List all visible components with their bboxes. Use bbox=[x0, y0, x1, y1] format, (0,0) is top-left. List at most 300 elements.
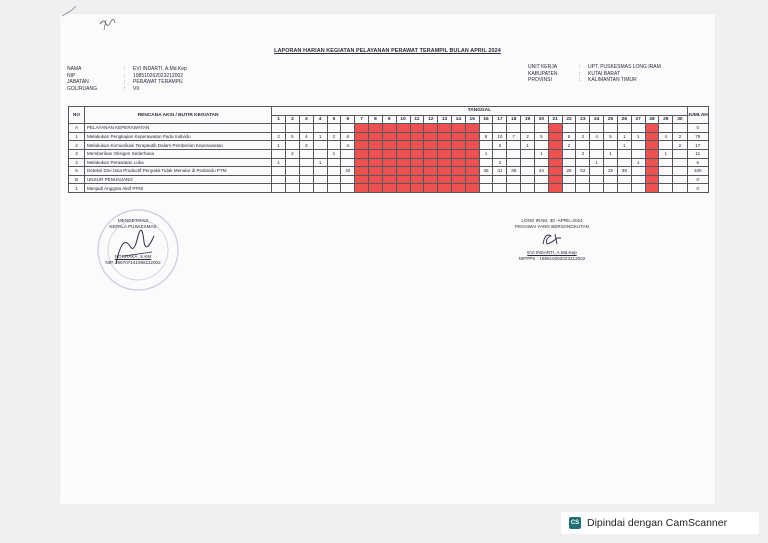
day-cell bbox=[521, 124, 535, 133]
day-cell bbox=[617, 149, 631, 158]
day-cell bbox=[396, 184, 410, 193]
day-cell bbox=[299, 184, 313, 193]
day-cell bbox=[382, 124, 396, 133]
day-cell bbox=[493, 175, 507, 184]
day-header: 15 bbox=[465, 115, 479, 124]
day-cell bbox=[396, 158, 410, 167]
day-cell bbox=[299, 158, 313, 167]
day-cell bbox=[382, 175, 396, 184]
day-cell bbox=[548, 184, 562, 193]
day-cell bbox=[327, 141, 341, 150]
day-cell bbox=[313, 141, 327, 150]
day-header: 12 bbox=[424, 115, 438, 124]
colon: : bbox=[124, 72, 126, 79]
day-cell bbox=[548, 132, 562, 141]
day-cell: 4 bbox=[659, 132, 673, 141]
day-header: 22 bbox=[562, 115, 576, 124]
day-cell bbox=[382, 141, 396, 150]
day-cell bbox=[645, 141, 659, 150]
colon: : bbox=[124, 66, 126, 72]
unit-info-value: KUTAI BARAT bbox=[588, 70, 621, 77]
day-cell bbox=[604, 184, 618, 193]
activity-table bbox=[68, 106, 709, 193]
day-cell bbox=[631, 184, 645, 193]
day-cell bbox=[382, 149, 396, 158]
day-cell: 2 bbox=[327, 132, 341, 141]
camscanner-watermark bbox=[561, 512, 759, 534]
day-header: 19 bbox=[521, 115, 535, 124]
day-cell bbox=[272, 175, 286, 184]
camscanner-text: Dipindai dengan CamScanner bbox=[587, 517, 728, 529]
day-cell bbox=[645, 175, 659, 184]
sign-right-line1: LONG IRAM, 30 -APRIL-2024 bbox=[521, 218, 583, 223]
day-header: 7 bbox=[355, 115, 369, 124]
day-cell: 5 bbox=[534, 132, 548, 141]
day-cell bbox=[673, 184, 687, 193]
employee-info-value: EVI INDARTI, A.Md.Kep bbox=[133, 66, 187, 72]
day-cell bbox=[451, 124, 465, 133]
colon: : bbox=[579, 70, 581, 77]
day-cell bbox=[382, 132, 396, 141]
signature-image bbox=[537, 230, 567, 248]
row-total: 340 bbox=[687, 167, 708, 176]
day-header: 13 bbox=[438, 115, 452, 124]
sign-right-nip: NIPPPK : 198510262023212002 bbox=[518, 256, 586, 261]
row-number: 2 bbox=[69, 141, 85, 150]
day-cell: 5 bbox=[604, 132, 618, 141]
day-cell bbox=[604, 175, 618, 184]
day-cell bbox=[507, 149, 521, 158]
day-header: 1 bbox=[272, 115, 286, 124]
day-cell: 3 bbox=[493, 141, 507, 150]
day-cell bbox=[479, 184, 493, 193]
camscanner-logo-icon: CS bbox=[569, 517, 581, 529]
day-cell bbox=[562, 175, 576, 184]
row-number: 4 bbox=[69, 158, 85, 167]
day-cell bbox=[465, 158, 479, 167]
employee-info bbox=[67, 66, 187, 92]
table-row bbox=[69, 167, 709, 176]
section-row bbox=[69, 175, 709, 184]
day-cell bbox=[548, 141, 562, 150]
employee-info-value: PERAWAT TERAMPIL bbox=[133, 79, 184, 86]
row-number: 3 bbox=[69, 149, 85, 158]
day-cell bbox=[396, 175, 410, 184]
day-cell: 38 bbox=[617, 167, 631, 176]
employee-info-label: GOL/RUANG bbox=[67, 85, 98, 92]
day-cell bbox=[631, 167, 645, 176]
day-cell: 1 bbox=[617, 141, 631, 150]
unit-info-row bbox=[528, 77, 661, 84]
day-cell bbox=[286, 184, 300, 193]
day-cell bbox=[521, 158, 535, 167]
day-cell bbox=[465, 167, 479, 176]
sign-left-name: NORHAKA, S.KM bbox=[114, 254, 152, 259]
day-cell bbox=[479, 124, 493, 133]
day-cell bbox=[645, 184, 659, 193]
day-cell bbox=[590, 175, 604, 184]
day-cell: 3 bbox=[299, 141, 313, 150]
day-cell bbox=[327, 124, 341, 133]
colon: : bbox=[124, 79, 126, 86]
employee-info-row bbox=[67, 79, 187, 86]
day-cell bbox=[645, 124, 659, 133]
day-header: 25 bbox=[604, 115, 618, 124]
handwritten-mark-image bbox=[60, 2, 130, 36]
day-cell bbox=[438, 175, 452, 184]
day-cell: 2 bbox=[272, 132, 286, 141]
day-cell bbox=[313, 175, 327, 184]
day-cell bbox=[286, 158, 300, 167]
day-cell bbox=[355, 149, 369, 158]
day-cell bbox=[451, 167, 465, 176]
day-cell bbox=[369, 158, 383, 167]
day-cell bbox=[396, 167, 410, 176]
day-cell bbox=[590, 124, 604, 133]
day-cell bbox=[479, 141, 493, 150]
day-cell bbox=[382, 184, 396, 193]
day-cell bbox=[272, 149, 286, 158]
day-cell bbox=[534, 184, 548, 193]
day-cell: 8 bbox=[562, 132, 576, 141]
activity-label: Melakukan Pengkajian Keperawatan Pada Individu bbox=[84, 132, 271, 141]
day-cell bbox=[562, 158, 576, 167]
day-cell bbox=[617, 175, 631, 184]
section-label: UNSUR PENUNJANG bbox=[84, 175, 271, 184]
day-cell bbox=[521, 149, 535, 158]
day-cell bbox=[465, 141, 479, 150]
day-cell bbox=[534, 141, 548, 150]
day-cell: 10 bbox=[493, 132, 507, 141]
day-cell bbox=[327, 158, 341, 167]
employee-info-label: JABATAN bbox=[67, 79, 89, 86]
day-cell bbox=[424, 124, 438, 133]
row-total: 11 bbox=[687, 149, 708, 158]
day-header: 26 bbox=[617, 115, 631, 124]
day-cell bbox=[382, 167, 396, 176]
day-cell bbox=[645, 158, 659, 167]
day-cell bbox=[327, 167, 341, 176]
day-cell bbox=[341, 158, 355, 167]
day-cell bbox=[410, 149, 424, 158]
day-cell bbox=[493, 124, 507, 133]
day-cell bbox=[396, 124, 410, 133]
activity-label: Memberikan Oksigen Sederhana bbox=[84, 149, 271, 158]
day-cell bbox=[424, 149, 438, 158]
day-cell bbox=[355, 184, 369, 193]
table-row bbox=[69, 149, 709, 158]
day-cell: 2 bbox=[673, 132, 687, 141]
day-header: 11 bbox=[410, 115, 424, 124]
employee-info-value: VII bbox=[133, 85, 140, 92]
day-cell bbox=[562, 184, 576, 193]
day-cell bbox=[369, 175, 383, 184]
employee-info-row bbox=[67, 73, 187, 80]
day-cell bbox=[562, 149, 576, 158]
header-activity: RENCANA AKSI / BUTIR KEGIATAN bbox=[84, 107, 271, 124]
day-cell bbox=[576, 175, 590, 184]
day-cell: 8 bbox=[479, 132, 493, 141]
day-cell: 25 bbox=[604, 167, 618, 176]
day-header: 8 bbox=[369, 115, 383, 124]
unit-info-row bbox=[528, 64, 661, 71]
day-cell bbox=[355, 158, 369, 167]
day-cell bbox=[369, 149, 383, 158]
day-cell bbox=[438, 167, 452, 176]
unit-info bbox=[528, 64, 661, 84]
day-header: 18 bbox=[507, 115, 521, 124]
day-cell: 1 bbox=[659, 149, 673, 158]
day-cell bbox=[286, 175, 300, 184]
day-cell bbox=[382, 158, 396, 167]
day-cell bbox=[617, 184, 631, 193]
day-cell: 1 bbox=[617, 132, 631, 141]
day-cell bbox=[604, 141, 618, 150]
day-cell bbox=[313, 184, 327, 193]
day-header: 23 bbox=[576, 115, 590, 124]
day-cell bbox=[369, 132, 383, 141]
day-cell bbox=[410, 141, 424, 150]
day-header: 4 bbox=[313, 115, 327, 124]
day-cell bbox=[659, 175, 673, 184]
day-cell: 2 bbox=[673, 141, 687, 150]
day-cell bbox=[396, 132, 410, 141]
day-cell bbox=[534, 175, 548, 184]
day-cell bbox=[424, 132, 438, 141]
day-cell bbox=[493, 184, 507, 193]
day-cell bbox=[424, 167, 438, 176]
header-total: JUMLAH bbox=[687, 107, 708, 124]
day-cell bbox=[576, 158, 590, 167]
day-cell bbox=[521, 175, 535, 184]
row-total: 0 bbox=[687, 175, 708, 184]
employee-info-value: 198510262023212002 bbox=[133, 72, 184, 79]
day-cell: 7 bbox=[507, 132, 521, 141]
day-header: 9 bbox=[382, 115, 396, 124]
day-cell bbox=[438, 124, 452, 133]
sign-left-line1: MENGETAHUI bbox=[117, 218, 149, 223]
day-cell bbox=[369, 124, 383, 133]
sign-left-line2: KEPALA PUSKESMAS bbox=[109, 224, 157, 229]
unit-info-label: PROVINSI bbox=[528, 77, 552, 84]
day-cell bbox=[576, 124, 590, 133]
day-cell bbox=[507, 184, 521, 193]
unit-info-row bbox=[528, 71, 661, 78]
day-cell: 2 bbox=[562, 141, 576, 150]
sign-right-line2: PEGAWAI YANG BERSANGKUTAN bbox=[515, 224, 589, 229]
unit-info-label: UNIT KERJA bbox=[528, 64, 558, 70]
day-cell bbox=[341, 124, 355, 133]
day-cell bbox=[645, 149, 659, 158]
day-cell bbox=[438, 132, 452, 141]
day-cell bbox=[590, 184, 604, 193]
day-cell bbox=[645, 132, 659, 141]
day-cell: 1 bbox=[604, 149, 618, 158]
signature-left bbox=[78, 218, 188, 266]
day-cell bbox=[548, 158, 562, 167]
row-number: 5 bbox=[69, 167, 85, 176]
day-cell bbox=[410, 124, 424, 133]
day-cell bbox=[548, 175, 562, 184]
sign-right-name: EVI INDARTI, A.Md.Kep bbox=[527, 250, 577, 255]
day-cell bbox=[451, 132, 465, 141]
day-header: 6 bbox=[341, 115, 355, 124]
day-cell: 2 bbox=[576, 132, 590, 141]
day-cell bbox=[659, 124, 673, 133]
day-cell bbox=[631, 149, 645, 158]
day-cell bbox=[479, 158, 493, 167]
day-cell bbox=[659, 141, 673, 150]
day-cell bbox=[438, 158, 452, 167]
day-cell: 1 bbox=[313, 132, 327, 141]
day-cell: 40 bbox=[341, 167, 355, 176]
day-cell bbox=[534, 124, 548, 133]
day-cell: 1 bbox=[631, 132, 645, 141]
day-cell: 44 bbox=[534, 167, 548, 176]
day-cell: 1 bbox=[534, 149, 548, 158]
day-cell bbox=[355, 141, 369, 150]
section-label: PELAYANAN KEPERAWATAN bbox=[84, 124, 271, 133]
day-cell bbox=[465, 175, 479, 184]
day-cell bbox=[341, 184, 355, 193]
section-letter: A bbox=[69, 124, 85, 133]
unit-info-value: KALIMANTAN TIMUR bbox=[588, 77, 637, 84]
row-number: 1 bbox=[69, 184, 85, 193]
day-cell bbox=[424, 141, 438, 150]
day-cell bbox=[369, 167, 383, 176]
section-letter: B bbox=[69, 175, 85, 184]
day-cell bbox=[659, 184, 673, 193]
signature-right bbox=[492, 218, 612, 262]
day-cell bbox=[604, 158, 618, 167]
day-cell bbox=[673, 175, 687, 184]
day-cell bbox=[272, 167, 286, 176]
day-cell bbox=[534, 158, 548, 167]
day-cell bbox=[673, 158, 687, 167]
colon: : bbox=[124, 85, 126, 92]
sign-left-nip: NIP. 196707141988112002 bbox=[105, 260, 161, 265]
day-cell bbox=[410, 184, 424, 193]
day-header: 24 bbox=[590, 115, 604, 124]
day-cell bbox=[673, 149, 687, 158]
day-cell: 4 bbox=[299, 132, 313, 141]
day-cell bbox=[590, 141, 604, 150]
day-cell bbox=[410, 158, 424, 167]
day-cell: 2 bbox=[493, 158, 507, 167]
day-cell bbox=[465, 184, 479, 193]
day-header: 29 bbox=[659, 115, 673, 124]
day-cell bbox=[548, 149, 562, 158]
day-cell: 2 bbox=[286, 149, 300, 158]
day-cell bbox=[631, 175, 645, 184]
unit-info-value: UPT. PUSKESMAS LONG IRAM bbox=[588, 64, 661, 70]
day-header: 16 bbox=[479, 115, 493, 124]
day-cell bbox=[272, 124, 286, 133]
day-cell: 1 bbox=[521, 141, 535, 150]
day-cell bbox=[313, 167, 327, 176]
day-cell: 35 bbox=[479, 167, 493, 176]
day-header: 2 bbox=[286, 115, 300, 124]
activity-label: Deteksi Dini Usia Productif Penyakit Tidak Menular di Posbindu PTM bbox=[84, 167, 271, 176]
day-cell bbox=[451, 158, 465, 167]
employee-info-row bbox=[67, 66, 187, 73]
activity-label: Melakukan Komunikasi Terapeutik Dalam Pemberian Keperawatan bbox=[84, 141, 271, 150]
day-cell bbox=[617, 158, 631, 167]
day-cell bbox=[299, 175, 313, 184]
unit-info-label: KABUPATEN bbox=[528, 70, 558, 77]
row-number: 1 bbox=[69, 132, 85, 141]
day-cell bbox=[313, 149, 327, 158]
day-cell bbox=[659, 167, 673, 176]
report-title: LAPORAN HARIAN KEGIATAN PELAYANAN PERAWAT TERAMPIL BULAN APRIL 2024 bbox=[274, 48, 501, 54]
day-header: 30 bbox=[673, 115, 687, 124]
day-cell bbox=[548, 167, 562, 176]
employee-info-label: NIP bbox=[67, 72, 76, 79]
day-cell bbox=[286, 167, 300, 176]
row-total: 79 bbox=[687, 132, 708, 141]
day-cell bbox=[479, 175, 493, 184]
table-row bbox=[69, 184, 709, 193]
table-row bbox=[69, 141, 709, 150]
day-cell bbox=[521, 184, 535, 193]
day-cell bbox=[465, 149, 479, 158]
day-header: 27 bbox=[631, 115, 645, 124]
day-cell bbox=[355, 175, 369, 184]
header-date: TANGGAL bbox=[272, 107, 687, 116]
day-cell bbox=[465, 132, 479, 141]
table-row bbox=[69, 158, 709, 167]
day-cell bbox=[548, 124, 562, 133]
day-cell bbox=[604, 124, 618, 133]
day-header: 20 bbox=[534, 115, 548, 124]
day-cell bbox=[424, 158, 438, 167]
day-cell: 1 bbox=[272, 158, 286, 167]
day-cell: 1 bbox=[272, 141, 286, 150]
day-cell bbox=[424, 184, 438, 193]
row-total: 17 bbox=[687, 141, 708, 150]
day-cell bbox=[355, 132, 369, 141]
day-cell bbox=[590, 167, 604, 176]
day-cell bbox=[451, 149, 465, 158]
day-header: 14 bbox=[451, 115, 465, 124]
day-cell bbox=[562, 124, 576, 133]
employee-info-label: NAMA bbox=[67, 66, 82, 72]
day-cell bbox=[451, 175, 465, 184]
day-cell bbox=[631, 141, 645, 150]
day-cell bbox=[341, 149, 355, 158]
day-cell bbox=[299, 149, 313, 158]
day-cell: 1 bbox=[631, 158, 645, 167]
table-row bbox=[69, 132, 709, 141]
day-cell bbox=[507, 124, 521, 133]
day-header: 21 bbox=[548, 115, 562, 124]
day-cell bbox=[673, 124, 687, 133]
day-cell bbox=[673, 167, 687, 176]
day-cell: 6 bbox=[341, 132, 355, 141]
day-cell: 5 bbox=[286, 132, 300, 141]
day-cell bbox=[659, 158, 673, 167]
day-header: 3 bbox=[299, 115, 313, 124]
day-cell: 1 bbox=[327, 149, 341, 158]
row-total: 0 bbox=[687, 124, 708, 133]
activity-label: Melakukan Perawatan Luka bbox=[84, 158, 271, 167]
day-header: 5 bbox=[327, 115, 341, 124]
day-cell: 4 bbox=[590, 132, 604, 141]
day-cell bbox=[355, 124, 369, 133]
day-cell bbox=[507, 175, 521, 184]
day-header: 10 bbox=[396, 115, 410, 124]
day-cell bbox=[327, 175, 341, 184]
